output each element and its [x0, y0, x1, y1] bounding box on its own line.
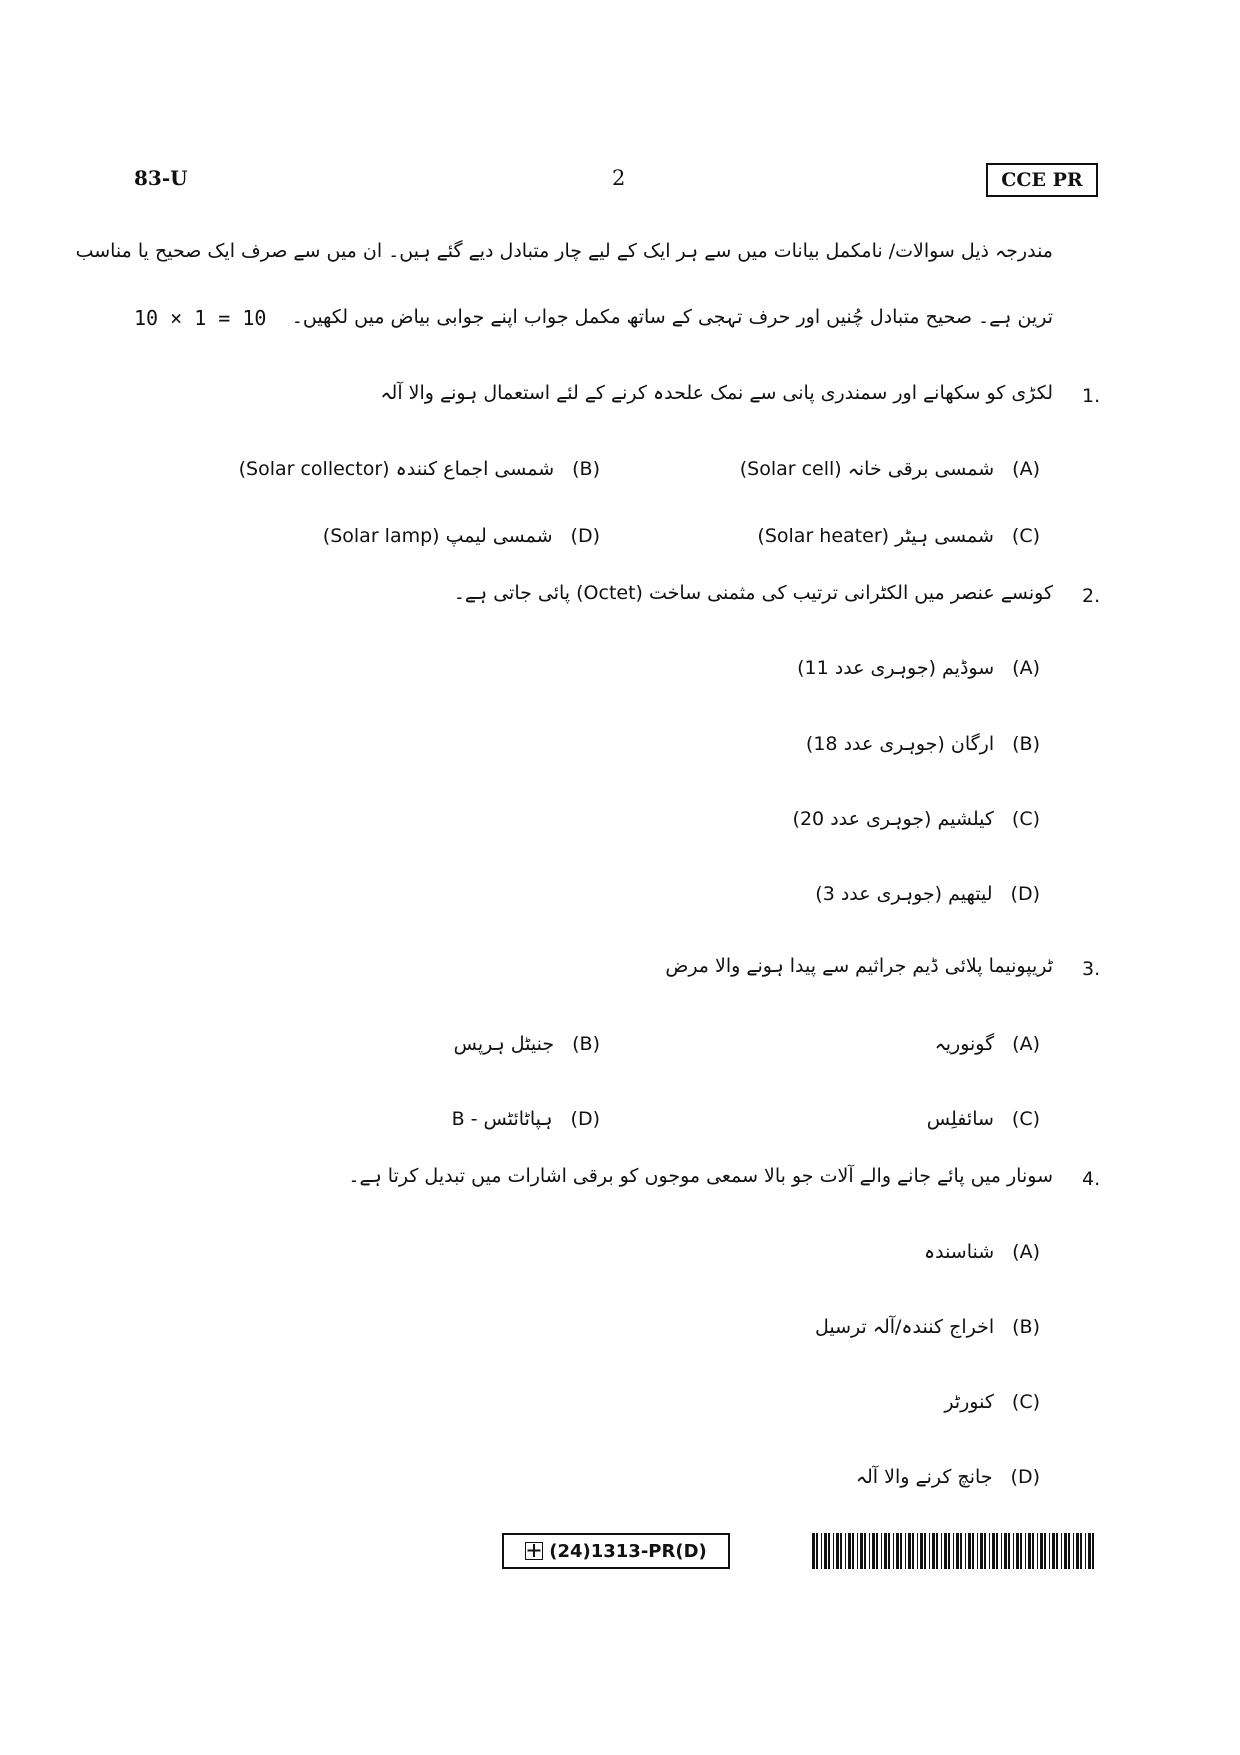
option-text: شمسی اجماع کنندہ (Solar collector)	[238, 458, 555, 480]
instructions-line-1: مندرجہ ذیل سوالات/ نامکمل بیانات میں سے ہر ایک کے لیے چار متبادل دیے گئے ہیں۔ ان میں سے صرف ایک صحیح یا مناسب	[75, 240, 1053, 262]
option-label: (A)	[1012, 1241, 1040, 1263]
instructions-line-2: ترین ہے۔ صحیح متبادل چُنیں اور حرف تہجی کے ساتھ مکمل جواب اپنے جوابی بیاض میں لکھیں۔	[291, 306, 1053, 328]
option-d	[323, 525, 600, 547]
barcode-icon	[812, 1533, 1098, 1569]
option-label: (D)	[570, 1108, 600, 1130]
option-c	[793, 808, 1040, 830]
option-text: سوڈیم (جوہری عدد 11)	[797, 657, 995, 679]
series-box: CCE PR	[986, 163, 1098, 197]
option-text: جانچ کرنے والا آلہ	[855, 1466, 993, 1488]
question-number: 3.	[1082, 958, 1101, 980]
option-b	[239, 458, 600, 480]
option-label: (D)	[570, 525, 600, 547]
option-d	[452, 1108, 600, 1130]
option-label: (C)	[1011, 808, 1040, 830]
question-number: 4.	[1082, 1168, 1101, 1190]
option-b	[454, 1033, 600, 1055]
option-text: کنورٹر	[944, 1391, 994, 1413]
question-number: 1.	[1082, 385, 1101, 407]
option-text: شناسندہ	[923, 1241, 995, 1263]
option-a	[924, 1241, 1040, 1263]
option-a	[740, 458, 1040, 480]
footer-paper-code-box	[502, 1533, 730, 1569]
option-label: (B)	[572, 1033, 600, 1055]
option-text: جنیٹل ہرپس	[453, 1033, 555, 1055]
option-label: (C)	[1011, 525, 1040, 547]
seal-icon	[525, 1542, 543, 1560]
option-label: (D)	[1010, 883, 1040, 905]
option-c	[944, 1391, 1040, 1413]
option-d	[815, 883, 1040, 905]
option-text: لیتھیم (جوہری عدد 3)	[815, 883, 993, 905]
option-d	[856, 1466, 1040, 1488]
question-text: لکڑی کو سکھانے اور سمندری پانی سے نمک علحدہ کرنے کے لئے استعمال ہونے والا آلہ	[380, 382, 1053, 404]
option-a	[797, 657, 1040, 679]
option-label: (D)	[1010, 1466, 1040, 1488]
option-label: (A)	[1012, 1033, 1040, 1055]
option-text: ارگان (جوہری عدد 18)	[805, 733, 995, 755]
option-b	[815, 1316, 1040, 1338]
option-label: (C)	[1011, 1108, 1040, 1130]
option-c	[757, 525, 1040, 547]
option-b	[806, 733, 1040, 755]
paper-code-header: 83-U	[134, 166, 188, 190]
option-text: ہپاٹائٹس - B	[451, 1108, 553, 1130]
option-label: (A)	[1012, 458, 1040, 480]
question-text: ٹریپونیما پلائی ڈیم جراثیم سے پیدا ہونے والا مرض	[665, 955, 1053, 977]
question-text: سونار میں پائے جانے والے آلات جو بالا سمعی موجوں کو برقی اشارات میں تبدیل کرتا ہے۔	[348, 1165, 1053, 1187]
option-label: (C)	[1011, 1391, 1040, 1413]
page-number: 2	[612, 166, 626, 190]
option-text: گونوریہ	[934, 1033, 995, 1055]
option-text: شمسی برقی خانہ (Solar cell)	[739, 458, 995, 480]
footer-paper-code: (24)1313-PR(D)	[549, 1540, 707, 1562]
option-text: اخراج کنندہ/آلہ ترسیل	[814, 1316, 995, 1338]
option-text: سائفلِس	[926, 1108, 994, 1130]
option-label: (B)	[572, 458, 600, 480]
question-text: کونسے عنصر میں الکٹرانی ترتیب کی مثمنی ساخت (Octet) پائی جاتی ہے۔	[453, 582, 1053, 604]
marks-scheme: 10 × 1 = 10	[134, 306, 267, 330]
question-number: 2.	[1082, 585, 1101, 607]
option-label: (B)	[1012, 733, 1040, 755]
option-text: کیلشیم (جوہری عدد 20)	[792, 808, 994, 830]
option-text: شمسی لیمپ (Solar lamp)	[322, 525, 553, 547]
option-a	[935, 1033, 1040, 1055]
option-label: (A)	[1012, 657, 1040, 679]
option-c	[927, 1108, 1040, 1130]
option-label: (B)	[1012, 1316, 1040, 1338]
option-text: شمسی ہیٹر (Solar heater)	[757, 525, 994, 547]
